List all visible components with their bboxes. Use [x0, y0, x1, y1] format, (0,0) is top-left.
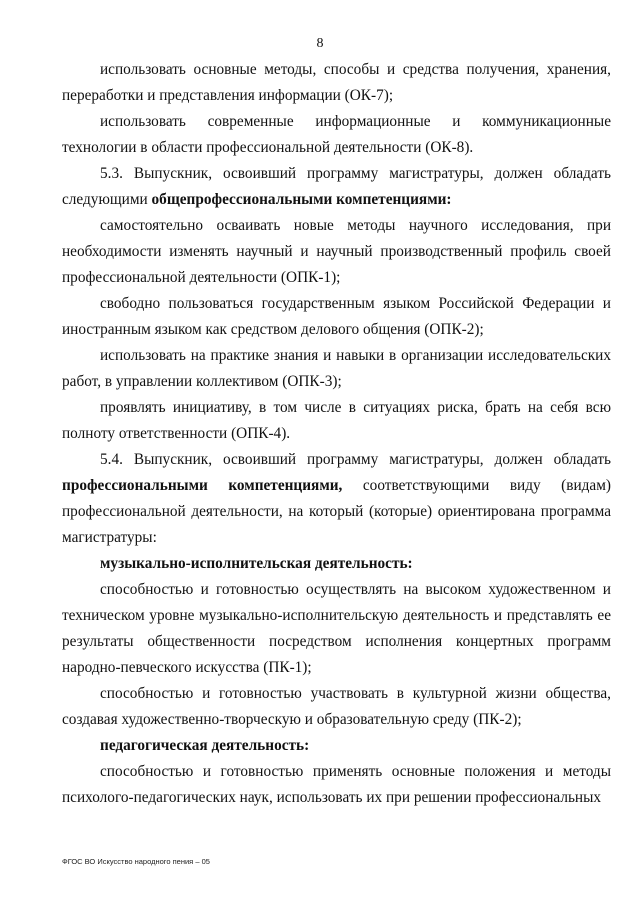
heading-pedagogical: педагогическая деятельность: — [100, 737, 310, 754]
paragraph-opk2: свободно пользоваться государственным языком Российской Федерации и иностранным языком как средством делового общения (ОПК-2); — [62, 295, 611, 338]
paragraph-5-4-intro: 5.4. Выпускник, освоивший программу магистратуры, должен обладать — [100, 451, 611, 468]
paragraph-ok7: использовать основные методы, способы и средства получения, хранения, переработки и представления информации (ОК-7); — [62, 61, 611, 104]
paragraph-opk3: использовать на практике знания и навыки в организации исследовательских работ, в управлении коллективом (ОПК-3); — [62, 347, 611, 390]
professional-competencies-label: профессиональными компетенциями, — [62, 477, 343, 494]
general-professional-competencies-label: общепрофессиональными компетенциями: — [151, 191, 452, 208]
paragraph-5-4 — [62, 447, 611, 551]
heading-musical-performance: музыкально-исполнительская деятельность: — [100, 555, 413, 572]
paragraph-5-3 — [62, 161, 611, 213]
paragraph-opk4: проявлять инициативу, в том числе в ситуациях риска, брать на себя всю полноту ответственности (ОПК-4). — [62, 399, 611, 442]
paragraph-opk1: самостоятельно осваивать новые методы научного исследования, при необходимости изменять научный и научный производственный профиль своей профессиональной деятельности (ОПК-1); — [62, 217, 611, 286]
document-body — [62, 57, 611, 811]
footer-standard-label: ФГОС ВО Искусство народного пения – 05 — [62, 857, 210, 866]
page-number: 8 — [316, 36, 324, 51]
paragraph-5-4-rest: соответствующими виду (видам) профессиональной деятельности, на который (которые) ориентирована программа магистратуры: — [62, 477, 611, 546]
paragraph-5-3-intro: 5.3. Выпускник, освоивший программу магистратуры, должен обладать следующими — [62, 165, 611, 208]
paragraph-pk1: способностью и готовностью осуществлять на высоком художественном и техническом уровне музыкально-исполнительскую деятельность и представлять ее результаты общественности посредством исполнения концертных программ народно-певческого искусства (ПК-1); — [62, 581, 611, 676]
paragraph-ok8: использовать современные информационные и коммуникационные технологии в области профессиональной деятельности (ОК-8). — [62, 113, 611, 156]
paragraph-pedagogical-1: способностью и готовностью применять основные положения и методы психолого-педагогических наук, использовать их при решении профессиональных — [62, 763, 611, 806]
paragraph-pk2: способностью и готовностью участвовать в культурной жизни общества, создавая художественно-творческую и образовательную среду (ПК-2); — [62, 685, 611, 728]
